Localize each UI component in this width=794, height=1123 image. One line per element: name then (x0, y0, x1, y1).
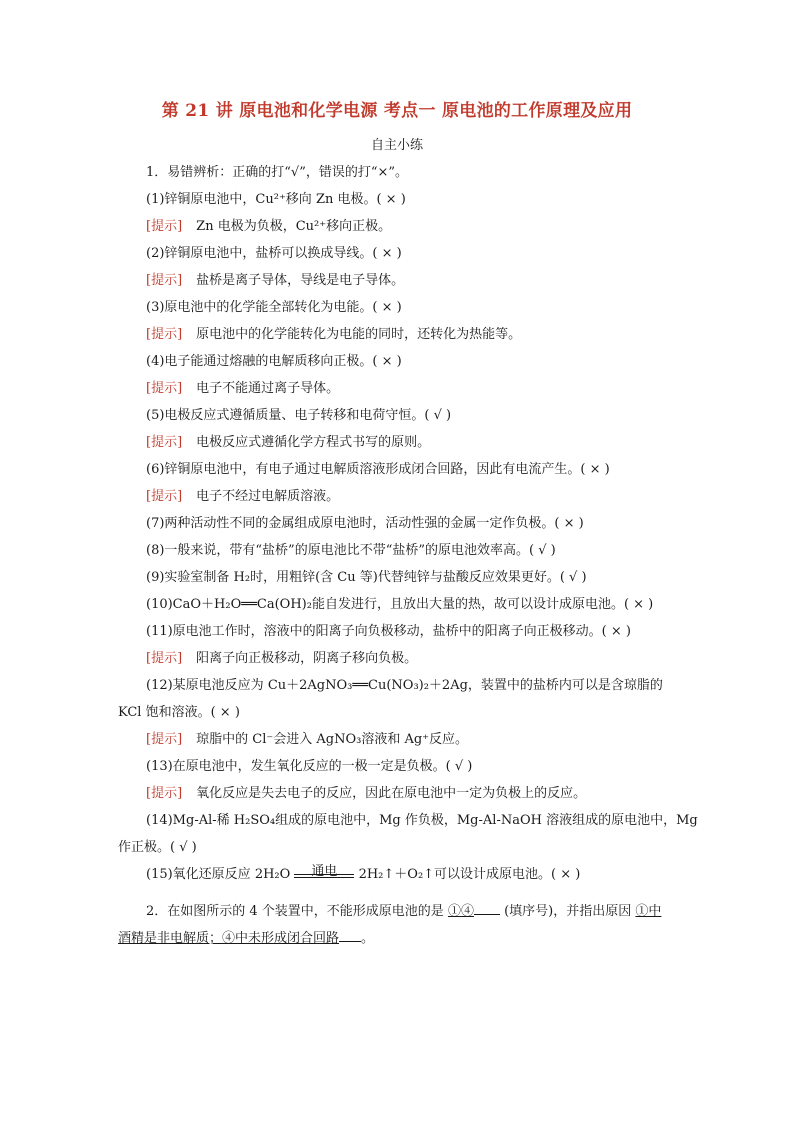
hint-label: [提示] (146, 219, 183, 234)
electrolysis-condition (294, 864, 354, 879)
hint-label: [提示] (146, 786, 183, 801)
hint-text: 琼脂中的 Cl⁻会进入 AgNO₃溶液和 Ag⁺反应。 (196, 732, 469, 747)
question-item: (2)锌铜原电池中，盐桥可以换成导线。( × ) (146, 246, 402, 261)
question-item: (13)在原电池中，发生氧化反应的一极一定是负极。( √ ) (146, 759, 473, 774)
question-item: (5)电极反应式遵循质量、电子转移和电荷守恒。( √ ) (146, 408, 452, 423)
hint-text: Zn 电极为负极，Cu²⁺移向正极。 (196, 219, 392, 234)
hint-text: 原电池中的化学能转化为电能的同时，还转化为热能等。 (196, 327, 522, 342)
question-item: (3)原电池中的化学能全部转化为电能。( × ) (146, 300, 402, 315)
question-item: (7)两种活动性不同的金属组成原电池时，活动性强的金属一定作负极。( × ) (146, 516, 584, 531)
hint-line (146, 429, 678, 456)
section-subtitle: 自主小练 (370, 138, 423, 153)
question-item: (11)原电池工作时，溶液中的阳离子向负极移动，盐桥中的阳离子向正极移动。( × ) (146, 624, 631, 639)
question-item: (4)电子能通过熔融的电解质移向正极。( × ) (146, 354, 402, 369)
item-15-suffix: 2H₂↑＋O₂↑可以设计成原电池。( × ) (358, 867, 581, 882)
hint-text: 氧化反应是失去电子的反应，因此在原电池中一定为负极上的反应。 (196, 786, 587, 801)
question-2-answer-1: ①④ (447, 904, 474, 919)
question-item: (12)某原电池反应为 Cu＋2AgNO₃══Cu(NO₃)₂＋2Ag，装置中的盐桥内可以是含琼脂的 (146, 678, 663, 693)
question-item: (6)锌铜原电池中，有电子通过电解质溶液形成闭合回路，因此有电流产生。( × ) (146, 462, 610, 477)
hint-label: [提示] (146, 732, 183, 747)
hint-label: [提示] (146, 435, 183, 450)
question-item: (9)实验室制备 H₂时，用粗锌(含 Cu 等)代替纯锌与盐酸反应效果更好。( √ ) (146, 570, 587, 585)
hint-label: [提示] (146, 489, 183, 504)
hint-line (146, 483, 678, 510)
question-2-end: 。 (361, 931, 375, 946)
question-2-answer-2a: ①中 (635, 904, 662, 919)
hint-line (146, 645, 678, 672)
hint-label: [提示] (146, 273, 183, 288)
question-1-item-15 (146, 861, 678, 888)
question-2-text-1: 2．在如图所示的 4 个装置中，不能形成原电池的是 (146, 904, 444, 919)
question-continuation: KCl 饱和溶液。( × ) (118, 705, 240, 720)
question-2-answer-2b: 酒精是非电解质；④中未形成闭合回路 (118, 931, 340, 946)
question-continuation: 作正极。( √ ) (118, 840, 197, 855)
question-item: (8)一般来说，带有“盐桥”的原电池比不带“盐桥”的原电池效率高。( √ ) (146, 543, 556, 558)
page-title: 第 21 讲 原电池和化学电源 考点一 原电池的工作原理及应用 (161, 101, 633, 121)
condition-label: 通电 (311, 864, 338, 879)
hint-line (146, 213, 678, 240)
hint-line (146, 267, 678, 294)
hint-line (146, 726, 678, 753)
question-1-intro: 1．易错辨析：正确的打“√”，错误的打“×”。 (146, 165, 409, 180)
hint-text: 盐桥是离子导体，导线是电子导体。 (196, 273, 405, 288)
exercise-content (118, 159, 698, 952)
item-15-prefix: (15)氧化还原反应 2H₂O (146, 867, 291, 882)
hint-label: [提示] (146, 651, 183, 666)
question-2-line-2 (118, 925, 678, 952)
question-item: (1)锌铜原电池中，Cu²⁺移向 Zn 电极。( × ) (146, 192, 406, 207)
hint-text: 阳离子向正极移动，阴离子移向负极。 (196, 651, 418, 666)
hint-line (146, 321, 678, 348)
question-1-items (118, 186, 698, 861)
question-2-text-2: (填序号)，并指出原因 (504, 904, 632, 919)
question-2-line-1 (146, 898, 678, 925)
answer-blank (339, 926, 361, 942)
hint-label: [提示] (146, 381, 183, 396)
question-item: (14)Mg-Al-稀 H₂SO₄组成的原电池中，Mg 作负极，Mg-Al-NaOH 溶液组成的原电池中，Mg (146, 813, 698, 828)
answer-blank (474, 899, 500, 915)
hint-text: 电子不经过电解质溶液。 (196, 489, 340, 504)
hint-text: 电极反应式遵循化学方程式书写的原则。 (196, 435, 431, 450)
question-item: (10)CaO＋H₂O══Ca(OH)₂能自发进行，且放出大量的热，故可以设计成原电池。( × ) (146, 597, 654, 612)
hint-text: 电子不能通过离子导体。 (196, 381, 340, 396)
hint-line (146, 780, 678, 807)
hint-line (146, 375, 678, 402)
hint-label: [提示] (146, 327, 183, 342)
